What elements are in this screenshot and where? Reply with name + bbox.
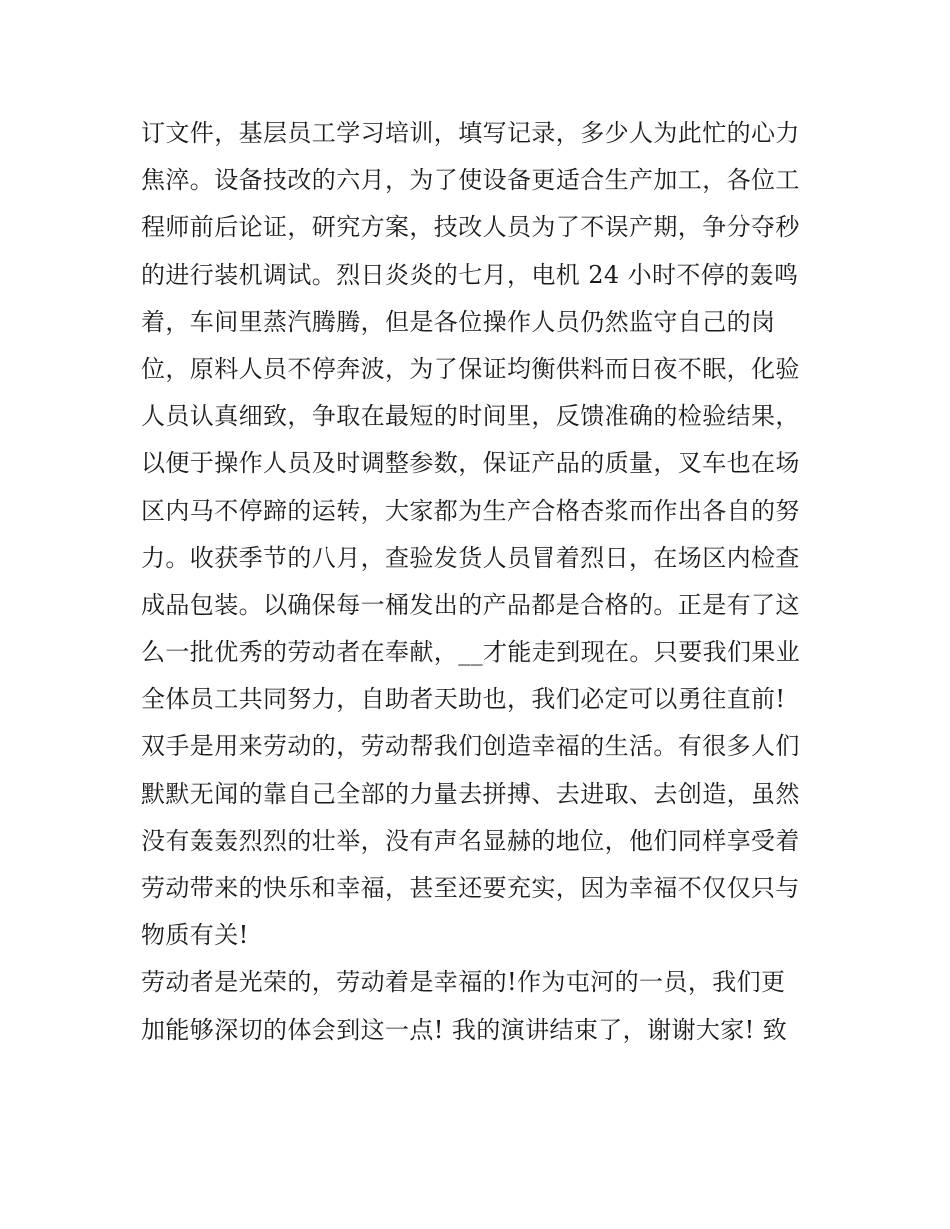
text-line: 劳动者是光荣的，劳动着是幸福的!作为屯河的一员，我们更 (141, 968, 786, 997)
text-line: 焦淬。设备技改的六月，为了使设备更适合生产加工，各位工 (141, 166, 800, 195)
text-line: 加能够深切的体会到这一点! 我的演讲结束了，谢谢大家! 致 (141, 1015, 788, 1044)
text-line: 劳动带来的快乐和幸福，甚至还要充实，因为幸福不仅仅只与 (141, 874, 800, 902)
text-line: 以便于操作人员及时调整参数，保证产品的质量，叉车也在场 (141, 449, 800, 478)
text-line: 区内马不停蹄的运转，大家都为生产合格杏浆而作出各自的努 (141, 496, 800, 525)
document-body (141, 110, 821, 1054)
text-line: 物质有关! (141, 921, 249, 950)
text-line: 着，车间里蒸汽腾腾，但是各位操作人员仍然监守自己的岗 (141, 307, 776, 336)
text-line: 成品包装。以确保每一桶发出的产品都是合格的。正是有了这 (141, 590, 800, 619)
text-line: 双手是用来劳动的，劳动帮我们创造幸福的生活。有很多人们 (141, 732, 800, 761)
text-line: 没有轰轰烈烈的壮举，没有声名显赫的地位，他们同样享受着 (141, 826, 800, 855)
text-line: 的进行装机调试。烈日炎炎的七月，电机 24 小时不停的轰鸣 (141, 260, 799, 289)
text-line: 订文件，基层员工学习培训，填写记录，多少人为此忙的心力 (141, 119, 800, 147)
text-line: 么一批优秀的劳动者在奉献，__才能走到现在。只要我们果业 (141, 638, 801, 667)
text-line: 位，原料人员不停奔波，为了保证均衡供料而日夜不眠，化验 (141, 354, 800, 383)
text-line: 程师前后论证，研究方案，技改人员为了不误产期，争分夺秒 (141, 213, 800, 242)
text-line: 默默无闻的靠自己全部的力量去拼搏、去进取、去创造，虽然 (141, 779, 800, 808)
text-line: 人员认真细致，争取在最短的时间里，反馈准确的检验结果， (141, 402, 800, 431)
text-line: 全体员工共同努力，自助者天助也，我们必定可以勇往直前! (141, 685, 786, 714)
text-line: 力。收获季节的八月，查验发货人员冒着烈日，在场区内检查 (141, 543, 800, 572)
